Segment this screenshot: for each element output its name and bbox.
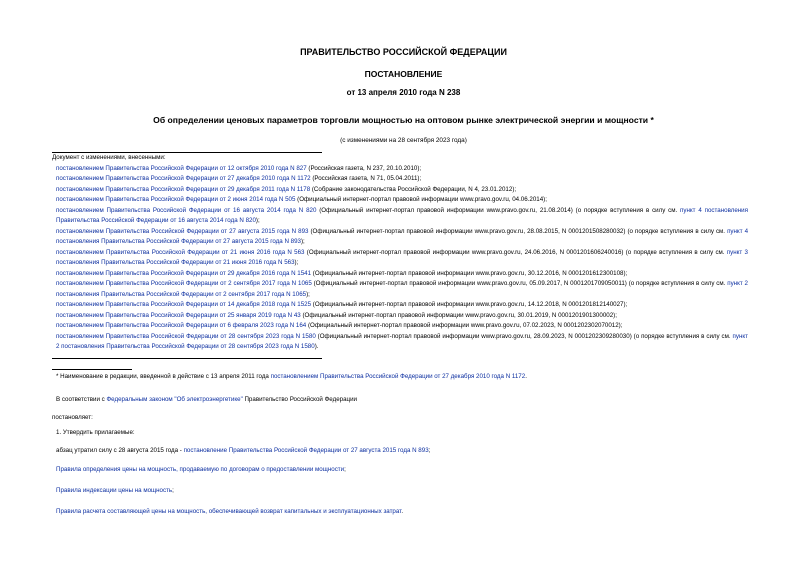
accordance-post: Правительство Российской Федерации [242, 396, 357, 403]
amendment-source: (Российская газета, N 237, 20.10.2010); [306, 164, 422, 172]
amendment-item [52, 164, 748, 175]
document-revision-note: (с изменениями на 28 сентября 2023 года) [340, 137, 467, 144]
government-heading: ПРАВИТЕЛЬСТВО РОССИЙСКОЙ ФЕДЕРАЦИИ [300, 47, 507, 57]
amendment-tail: ); [300, 238, 305, 245]
amendment-link[interactable]: постановлением Правительства Российской Федерации от 29 декабря 2011 года N 1178 [56, 185, 311, 193]
amendment-source: (Собрание законодательства Российской Федерации, N 4, 23.01.2012); [310, 185, 517, 193]
amendment-source: (Официальный интернет-портал правовой информации www.pravo.gov.ru, 24.06.2016, N 0001201606240016) (о порядке вступления в силу см. [304, 248, 727, 256]
footnote-text: * Наименование в редакции, введенной в действие с 13 апреля 2011 года [56, 373, 271, 380]
repealed-link[interactable]: постановление Правительства Российской Федерации от 27 августа 2015 года N 893 [183, 447, 429, 454]
rule-1-tail: ; [344, 466, 346, 473]
repealed-post: ; [428, 447, 431, 454]
amendment-tail: ). [314, 343, 319, 350]
amendment-item [52, 248, 748, 269]
amendment-source: (Официальный интернет-портал правовой информации www.pravo.gov.ru, 21.08.2014) (о порядке вступления в силу см. [316, 206, 681, 214]
amendment-link[interactable]: постановлением Правительства Российской Федерации от 27 декабря 2010 года N 1172 [56, 175, 311, 182]
document-date-number: от 13 апреля 2010 года N 238 [346, 88, 461, 97]
amendment-item [52, 185, 748, 196]
rule-3-tail: . [401, 508, 404, 515]
amendment-item [52, 279, 748, 300]
amendment-tail: ); [255, 217, 260, 224]
amendment-link[interactable]: постановлением Правительства Российской Федерации от 16 августа 2014 года N 820 [56, 206, 317, 214]
amendment-effect-link[interactable]: пункт 2 постановления Правительства Российской Федерации от 28 сентября 2023 года N 1580 [56, 332, 748, 350]
amendment-source: (Российская газета, N 71, 05.04.2011); [310, 175, 422, 182]
amendment-link[interactable]: постановлением Правительства Российской Федерации от 25 января 2019 года N 43 [56, 311, 301, 319]
amendment-item [52, 227, 748, 248]
amendment-tail: ); [306, 290, 310, 298]
changes-intro: Документ с изменениями, внесенными: [52, 154, 166, 161]
footnote-divider [52, 369, 132, 370]
amendment-link[interactable]: постановлением Правительства Российской Федерации от 2 июня 2014 года N 505 [56, 196, 296, 203]
amendment-effect-link[interactable]: пункт 2 постановления Правительства Российской Федерации от 2 сентября 2017 года N 1065 [56, 280, 748, 298]
amendment-link[interactable]: постановлением Правительства Российской Федерации от 6 февраля 2023 года N 164 [56, 322, 307, 329]
amendment-link[interactable]: постановлением Правительства Российской Федерации от 28 сентября 2023 года N 1580 [56, 332, 316, 340]
amendment-source: (Официальный интернет-портал правовой информации www.pravo.gov.ru, 05.09.2017, N 0001201709050011) (о порядке вступления в силу см. [311, 280, 728, 287]
amendment-link[interactable]: постановлением Правительства Российской Федерации от 29 декабря 2016 года N 1541 [56, 269, 312, 277]
amendment-source: (Официальный интернет-портал правовой информации www.pravo.gov.ru, 04.06.2014); [295, 196, 547, 203]
amendment-link[interactable]: постановлением Правительства Российской Федерации от 12 октября 2010 года N 827 [56, 164, 307, 172]
federal-law-link[interactable]: Федеральным законом "Об электроэнергетике" [106, 396, 243, 403]
repealed-paragraph [56, 446, 756, 456]
amendment-item [52, 174, 748, 185]
rule-1-paragraph [56, 465, 756, 475]
changes-list [52, 153, 748, 353]
amendment-link[interactable]: постановлением Правительства Российской Федерации от 21 июня 2016 года N 563 [56, 248, 305, 256]
accordance-paragraph [56, 395, 756, 405]
amendment-source: (Официальный интернет-портал правовой информации www.pravo.gov.ru, 28.08.2015, N 0001201508280032) (о порядке вступления в силу см. [308, 227, 728, 235]
rule-3-link[interactable]: Правила расчета составляющей цены на мощность, обеспечивающей возврат капитальных и эксплуатационных затрат [56, 508, 402, 515]
rule-1-link[interactable]: Правила определения цены на мощность, продаваемую по договорам о предоставлении мощности [56, 466, 345, 473]
amendment-link[interactable]: постановлением Правительства Российской Федерации от 14 декабря 2018 года N 1525 [56, 301, 312, 308]
rule-2-paragraph [56, 486, 756, 496]
divider-bottom [52, 358, 322, 359]
decides-paragraph: постановляет: [52, 414, 93, 421]
rule-2-link[interactable]: Правила индексации цены на мощность [56, 487, 173, 494]
item-1: 1. Утвердить прилагаемые: [56, 429, 135, 436]
accordance-pre: В соответствии с [56, 396, 107, 403]
amendment-source: (Официальный интернет-портал правовой информации www.pravo.gov.ru, 07.02.2023, N 0001202302070012); [306, 322, 623, 329]
footnote-link[interactable]: постановлением Правительства Российской Федерации от 27 декабря 2010 года N 1172 [270, 373, 526, 380]
amendment-source: (Официальный интернет-портал правовой информации www.pravo.gov.ru, 28.09.2023, N 0001202309280030) (о порядке вступления в силу см. [315, 332, 733, 340]
amendment-source: (Официальный интернет-портал правовой информации www.pravo.gov.ru, 14.12.2018, N 0001201812140027); [311, 301, 628, 308]
footnote [56, 372, 756, 382]
amendment-item [52, 195, 748, 206]
amendment-item [52, 311, 748, 322]
amendment-link[interactable]: постановлением Правительства Российской Федерации от 27 августа 2015 года N 893 [56, 227, 309, 235]
amendment-item [52, 332, 748, 353]
amendment-effect-link[interactable]: пункт 3 постановления Правительства Российской Федерации от 21 июня 2016 года N 563 [56, 248, 748, 266]
amendment-link[interactable]: постановлением Правительства Российской Федерации от 2 сентября 2017 года N 1065 [56, 280, 312, 287]
amendment-item [52, 300, 748, 311]
amendment-effect-link[interactable]: пункт 4 постановления Правительства Российской Федерации от 16 августа 2014 года N 820 [56, 206, 748, 224]
amendment-item [52, 206, 748, 227]
footnote-end: . [525, 373, 527, 380]
amendment-item [52, 269, 748, 280]
repealed-pre: абзац утратил силу с 28 августа 2015 года - [56, 447, 184, 454]
document-type: ПОСТАНОВЛЕНИЕ [364, 69, 443, 79]
document-title: Об определении ценовых параметров торговли мощностью на оптовом рынке электрической энергии и мощности * [153, 115, 654, 125]
rule-2-tail: ; [172, 487, 174, 494]
rule-3-paragraph [56, 507, 756, 517]
amendment-tail: ); [294, 259, 299, 266]
amendment-source: (Официальный интернет-портал правовой информации www.pravo.gov.ru, 30.12.2016, N 0001201612300108); [311, 269, 628, 277]
amendment-source: (Официальный интернет-портал правовой информации www.pravo.gov.ru, 30.01.2019, N 0001201901300002); [300, 311, 617, 319]
amendment-item [52, 321, 748, 332]
amendment-effect-link[interactable]: пункт 4 постановления Правительства Российской Федерации от 27 августа 2015 года N 893 [56, 227, 749, 245]
